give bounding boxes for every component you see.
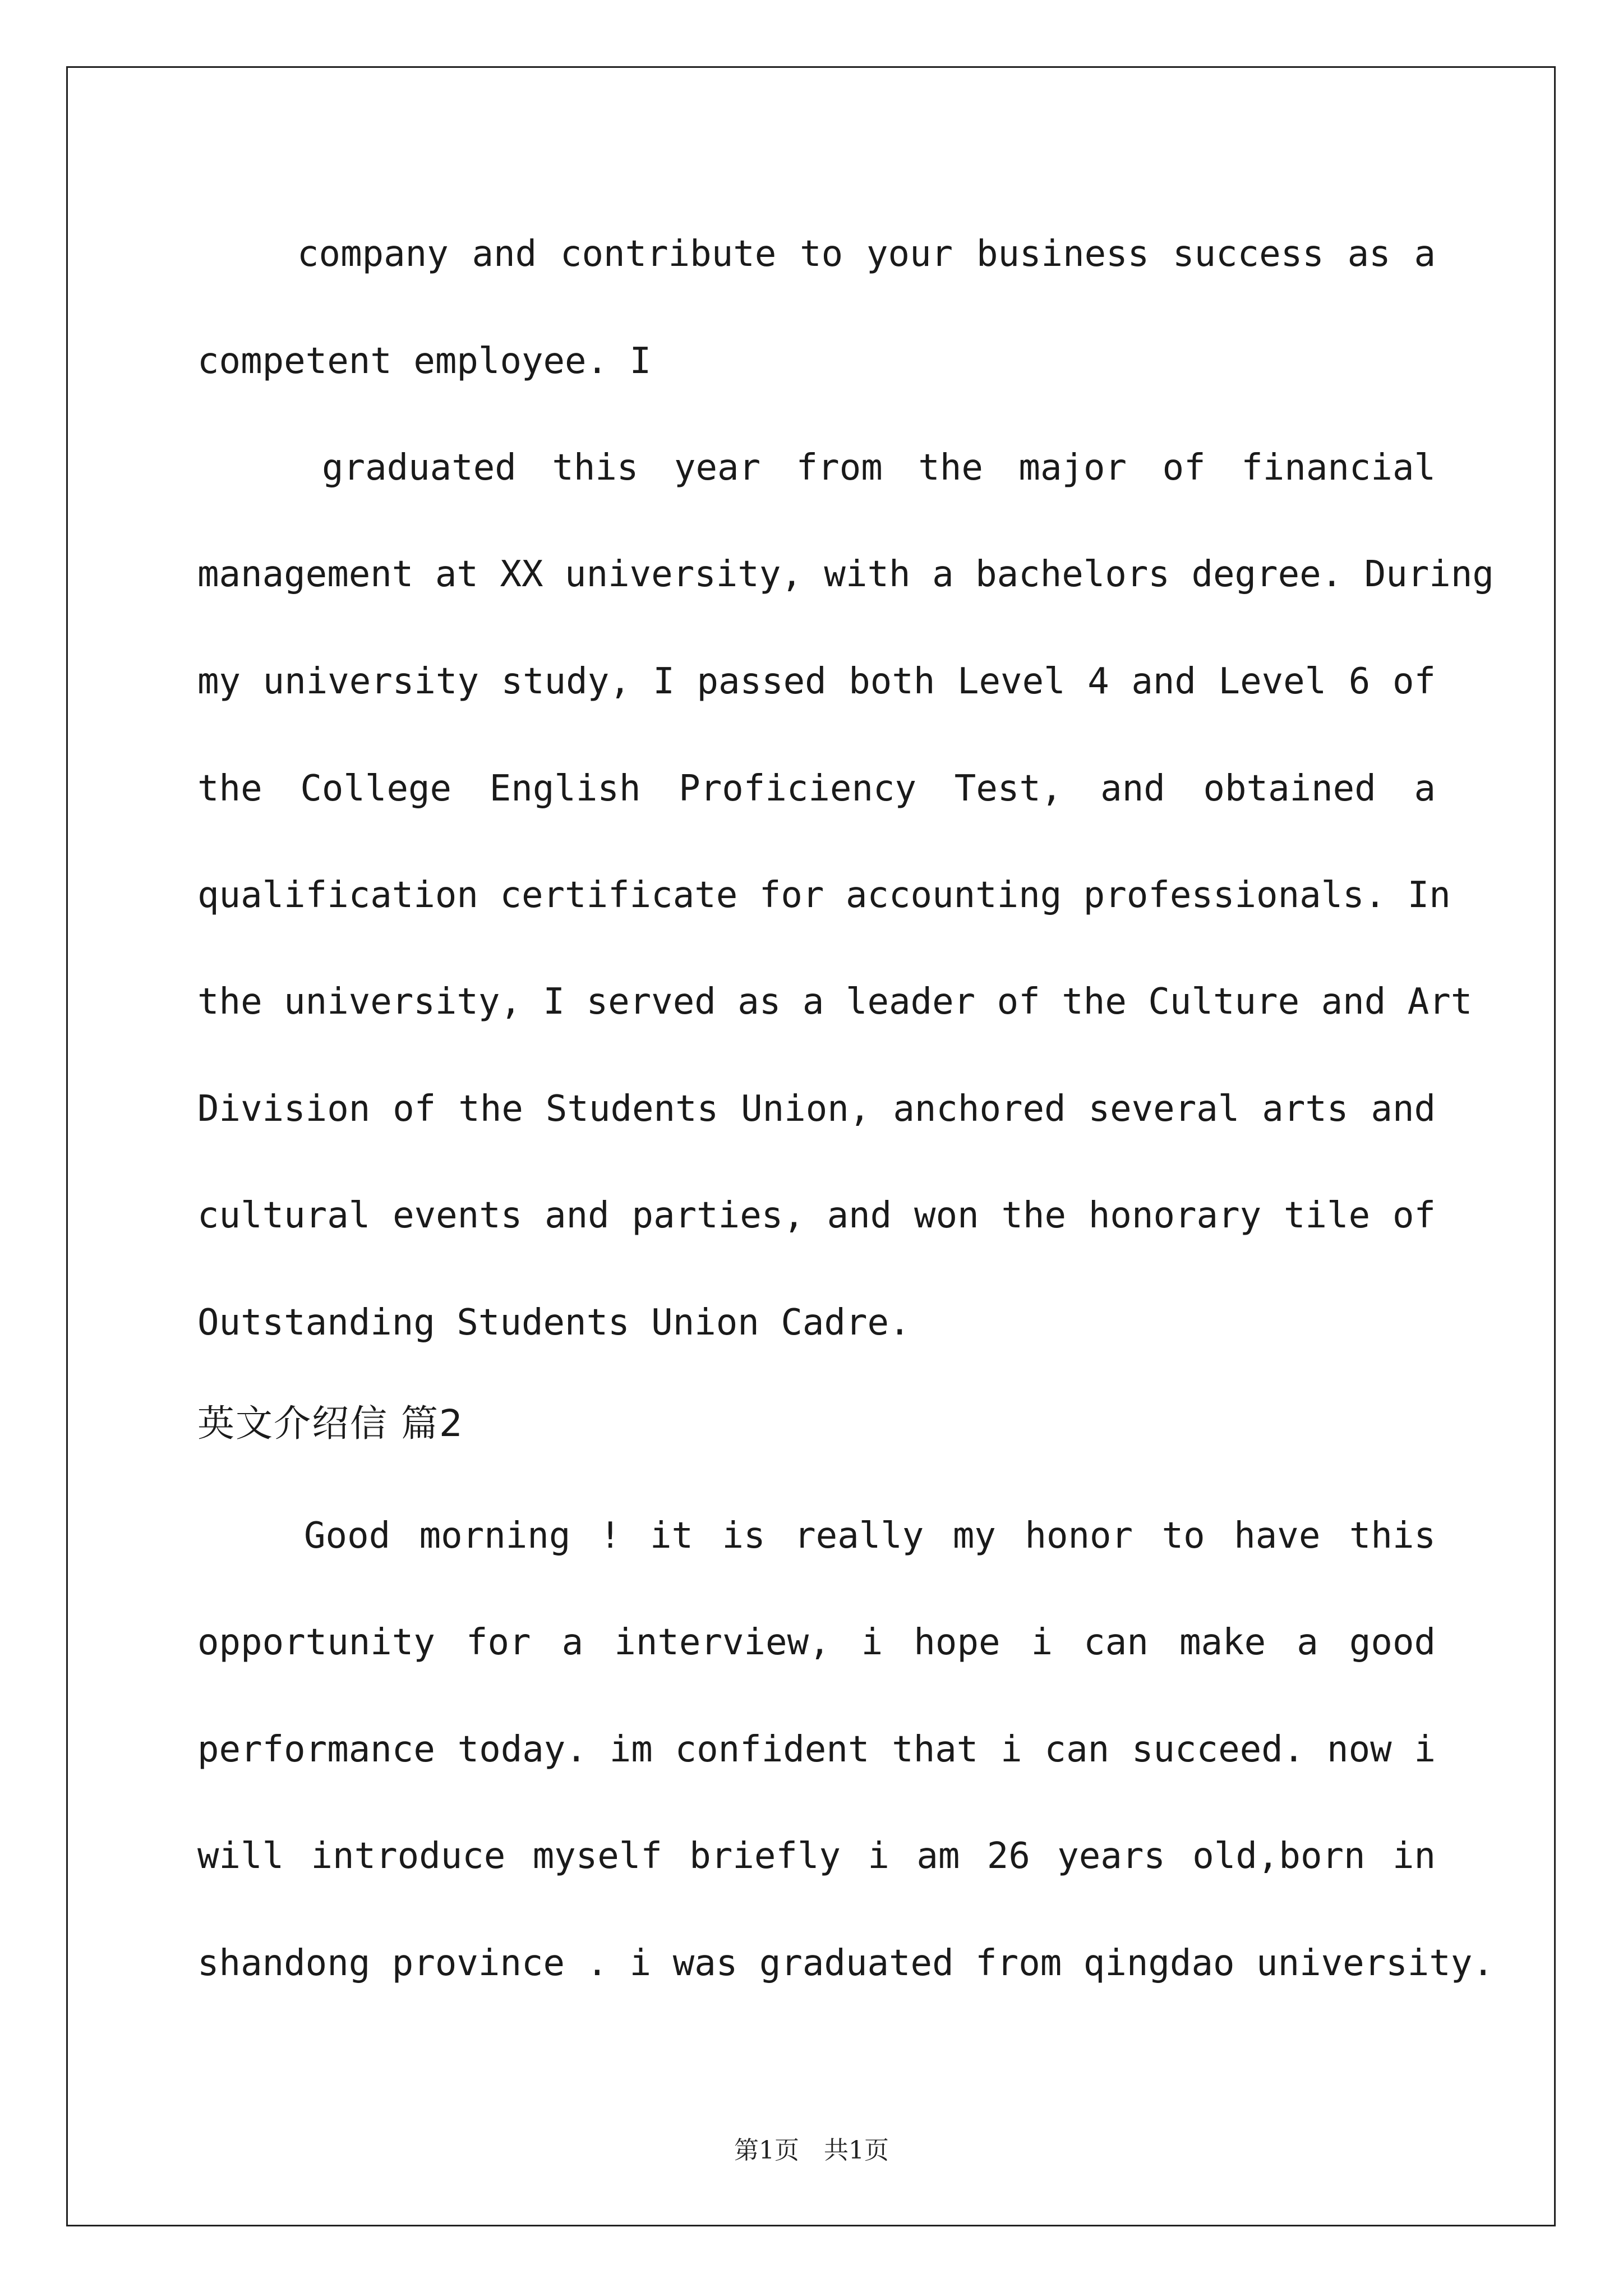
paragraph-1-line-2: competent employee. I: [197, 341, 652, 382]
paragraph-3-line-4: will introduce myself briefly i am 26 years old,born in: [197, 1835, 1436, 1877]
paragraph-2-line-8: cultural events and parties, and won the honorary tile of: [197, 1195, 1436, 1236]
section-heading: 英文介绍信 篇2: [197, 1402, 464, 1445]
paragraph-2-line-6: the university, I served as a leader of the Culture and Art: [197, 981, 1473, 1023]
paragraph-2-line-3: my university study, I passed both Level 4 and Level 6 of: [197, 661, 1436, 702]
paragraph-2-line-7: Division of the Students Union, anchored several arts and: [197, 1088, 1436, 1130]
paragraph-2-line-5: qualification certificate for accounting professionals. In: [197, 875, 1451, 916]
paragraph-2-line-4: the College English Proficiency Test, and obtained a: [197, 768, 1436, 809]
paragraph-2-line-2: management at XX university, with a bachelors degree. During: [197, 554, 1494, 595]
paragraph-1-line-1: company and contribute to your business success as a: [297, 233, 1436, 275]
paragraph-3-line-3: performance today. im confident that i can succeed. now i: [197, 1729, 1436, 1770]
page-border: [66, 66, 1556, 2226]
paragraph-3-line-5: shandong province . i was graduated from qingdao university.: [197, 1943, 1494, 1984]
paragraph-3-line-2: opportunity for a interview, i hope i can make a good: [197, 1622, 1436, 1663]
paragraph-2-line-9: Outstanding Students Union Cadre.: [197, 1302, 911, 1343]
paragraph-3-line-1: Good morning ! it is really my honor to have this: [304, 1515, 1436, 1557]
page-number-footer: 第1页 共1页: [734, 2136, 889, 2165]
paragraph-2-line-1: graduated this year from the major of financial: [322, 447, 1436, 489]
